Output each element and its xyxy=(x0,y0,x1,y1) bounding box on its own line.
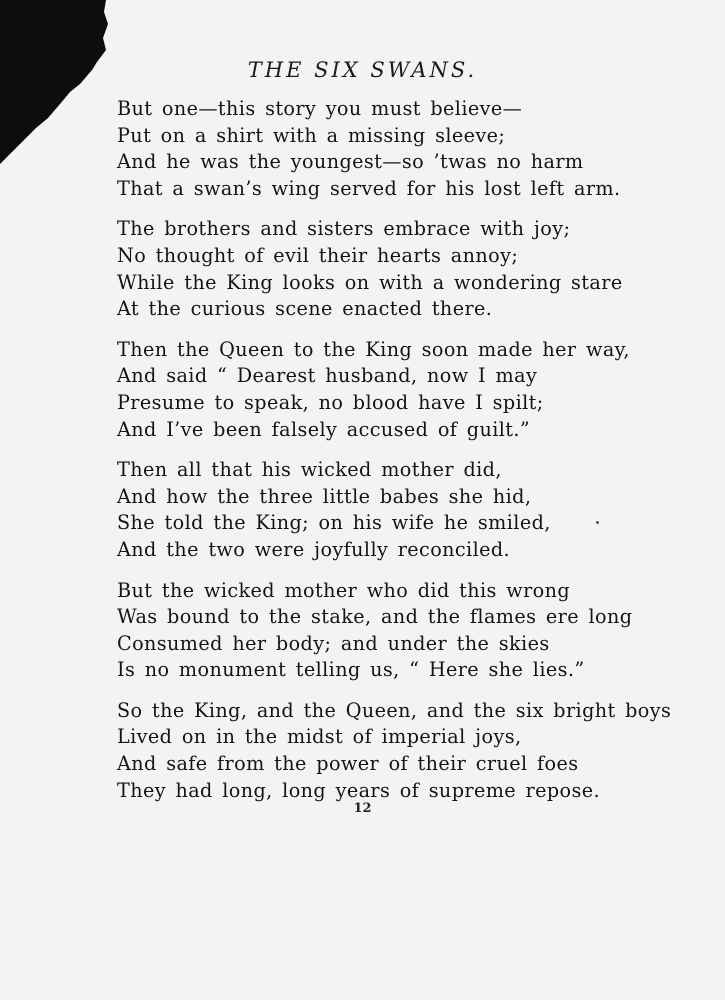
poem-line: But one—this story you must believe— xyxy=(117,97,523,120)
poem-line: And I’ve been falsely accused of guilt.” xyxy=(117,417,531,441)
stanza xyxy=(117,337,707,443)
poem-line: Lived on in the midst of imperial joys, xyxy=(117,725,522,749)
poem-line: At the curious scene enacted there. xyxy=(117,297,493,321)
poem-line: And safe from the power of their cruel foes xyxy=(117,752,579,776)
poem-line: The brothers and sisters embrace with joy; xyxy=(117,217,571,241)
page-title: THE SIX SWANS. xyxy=(247,58,478,82)
poem-line: Presume to speak, no blood have I spilt; xyxy=(117,390,544,414)
poem-line: And how the three little babes she hid, xyxy=(117,484,532,508)
poem-line: She told the King; on his wife he smiled, xyxy=(117,511,551,535)
poem-line: That a swan’s wing served for his lost left arm. xyxy=(117,176,621,200)
page-number: 12 xyxy=(353,801,372,816)
stanza xyxy=(117,216,707,322)
stanza xyxy=(117,698,707,804)
poem-line: They had long, long years of supreme repose. xyxy=(117,778,601,802)
poem-line: Consumed her body; and under the skies xyxy=(117,631,550,655)
poem-line: So the King, and the Queen, and the six bright boys xyxy=(117,698,672,722)
stanza xyxy=(117,96,707,202)
poem-line: And he was the youngest—so ’twas no harm xyxy=(117,150,584,174)
torn-corner-shadow xyxy=(0,0,120,170)
poem-line: Was bound to the stake, and the flames ere long xyxy=(117,605,633,629)
poem-line: Then the Queen to the King soon made her way, xyxy=(117,337,630,361)
poem-line: While the King looks on with a wondering stare xyxy=(117,270,623,294)
poem-line: Is no monument telling us, “ Here she lies.” xyxy=(117,658,585,682)
poem-line: Put on a shirt with a missing sleeve; xyxy=(117,123,506,147)
stanza xyxy=(117,578,707,684)
poem-line: And said “ Dearest husband, now I may xyxy=(117,364,538,388)
poem-line: No thought of evil their hearts annoy; xyxy=(117,243,519,267)
stanza xyxy=(117,457,707,563)
poem-line: And the two were joyfully reconciled. xyxy=(117,537,511,561)
poem-line: Then all that his wicked mother did, xyxy=(117,458,502,482)
poem-body xyxy=(117,96,707,818)
poem-line: But the wicked mother who did this wrong xyxy=(117,578,571,602)
